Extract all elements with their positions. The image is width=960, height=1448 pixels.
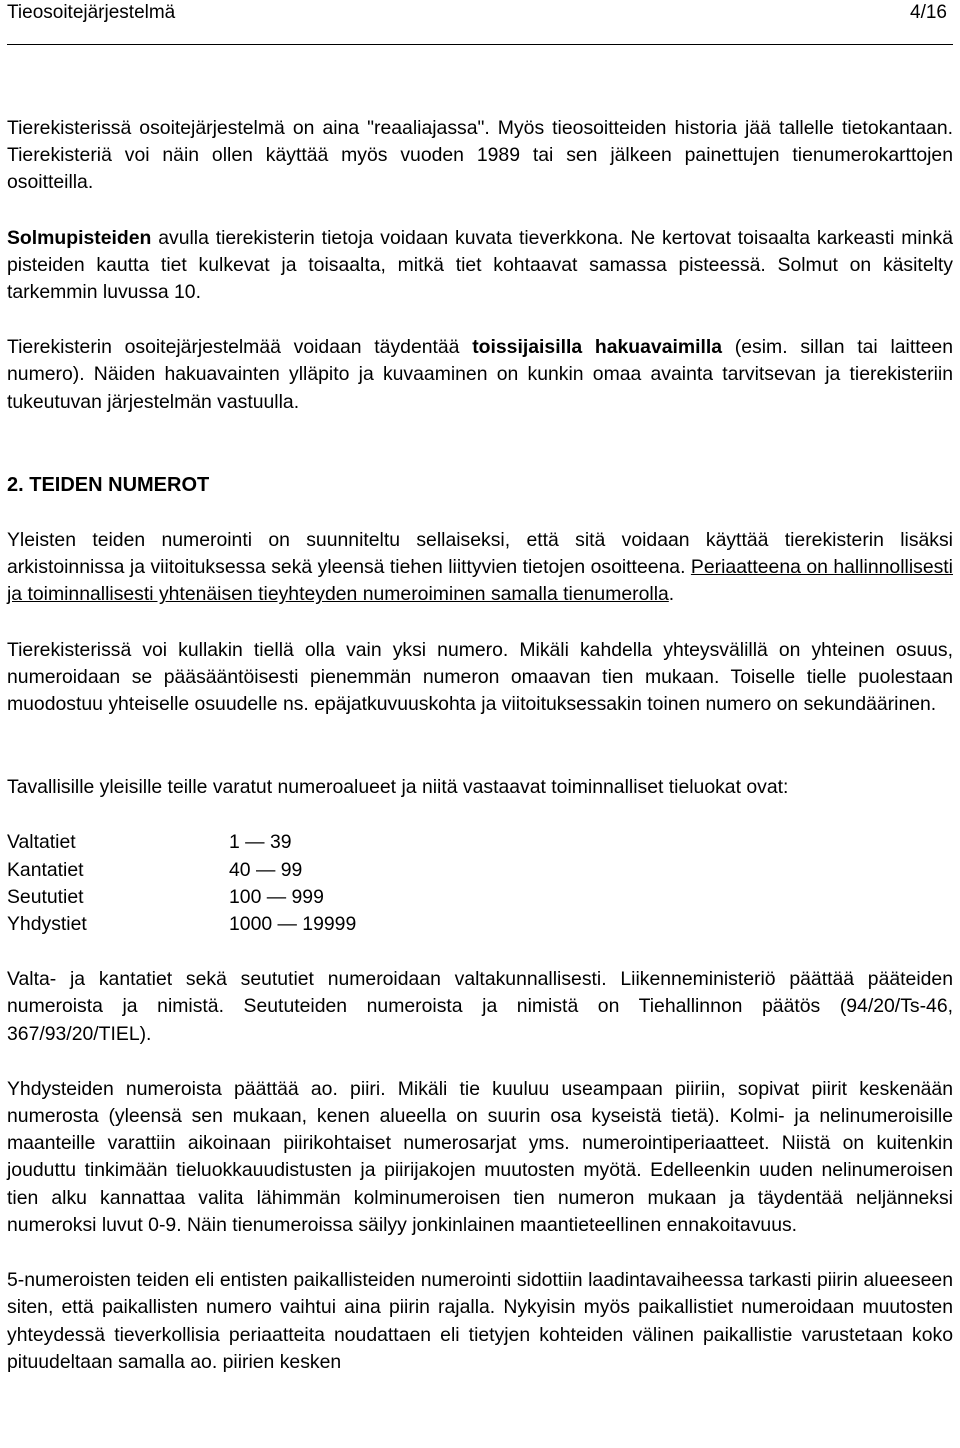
paragraph-numbering-principle: Yleisten teiden numerointi on suunniteltu sellaiseksi, että sitä voidaan käyttää tierekisterin lisäksi arkistoinnissa ja viitoituksessa sekä yleensä tiehen liittyvien tietojen osoitteena. Periaatteena on hallinnollisesti ja toiminnallisesti yhtenäisen tieyhteyden numeroiminen samalla tienumerolla. bbox=[7, 529, 953, 606]
paragraph-local-roads: 5-numeroisten teiden eli entisten paikallisteiden numerointi sidottiin laadintavaiheessa tarkasti piirin alueeseen siten, että paikallisten numero vaihtui aina piirin rajalla. Nykyisin myös paikallistiet numeroidaan muutosten yhteydessä tieverkollisia periaatteita noudattaen eli tietyjen kohteiden välinen paikallistie varustetaan koko pituudeltaan samalla ao. piirien kesken bbox=[7, 1269, 953, 1373]
paragraph-number-ranges-intro: Tavallisille yleisille teille varatut numeroalueet ja niitä vastaavat toiminnalliset tieluokat ovat: bbox=[7, 776, 789, 799]
document-body bbox=[7, 115, 953, 1376]
section-heading: 2. TEIDEN NUMEROT bbox=[7, 473, 210, 496]
header-divider bbox=[7, 44, 953, 45]
paragraph-single-number: Tierekisterissä voi kullakin tiellä olla vain yksi numero. Mikäli kahdella yhteysvälillä on yhteinen osuus, numeroidaan se pääsääntöisesti pienemmän numeron omaavan tien mukaan. Toiselle tielle puolestaan muodostuu yhteiselle osuudelle ns. epäjatkuvuuskohta ja viitoituksessakin toinen numero on sekundäärinen. bbox=[7, 638, 953, 716]
table-row: Seututiet 100 — 999 bbox=[7, 885, 324, 908]
table-row: Kantatiet 40 — 99 bbox=[7, 858, 303, 881]
paragraph-connecting-roads: Yhdysteiden numeroista päättää ao. piiri. Mikäli tie kuuluu useampaan piiriin, sopivat piirit keskenään numerosta (yleensä sen mukaan, kenen alueella on suurin osa kyseistä tietä). Kolmi- ja nelinumeroisille maanteille varattiin aikoinaan piirikohtaiset numerosarjat yms. numerointiperiaatteet. Niistä on kuitenkin jouduttu tinkimään tieluokkauudistusten ja piirijakojen muutosten myötä. Edelleenkin uuden nelinumeroisen tien alku kannattaa valita lähimmän kolminumeroisen tien numeron mukaan ja täydentää neljänneksi numeroksi luvut 0-9. Näin tienumeroissa säilyy jonkinlainen maantieteellinen ennakoitavuus. bbox=[7, 1077, 953, 1236]
table-row: Yhdystiet 1000 — 19999 bbox=[7, 913, 357, 936]
road-class-table bbox=[7, 829, 356, 938]
principle-underlined: Periaatteena on hallinnollisesti ja toiminnallisesti yhtenäisen tieyhteyden numeroiminen samalla tienumerolla bbox=[7, 556, 953, 606]
paragraph-national-numbering: Valta- ja kantatiet sekä seututiet numeroidaan valtakunnallisesti. Liikenneministeriö päättää pääteiden numeroista ja nimistä. Seututeiden numeroista ja nimistä on Tiehallinnon päätös (94/20/Ts-46, 367/93/20/TIEL). bbox=[7, 968, 953, 1045]
document-title: Tieosoitejärjestelmä bbox=[7, 2, 176, 23]
term-secondary-keys: toissijaisilla hakuavaimilla bbox=[472, 336, 723, 359]
paragraph-address-realtime: Tierekisterissä osoitejärjestelmä on aina "reaaliajassa". Myös tieosoitteiden historia jää tallelle tietokantaan. Tierekisteriä voi näin ollen käyttää myös vuoden 1989 tai sen jälkeen painettujen tienumerokarttojen osoitteilla. bbox=[7, 117, 953, 194]
table-row: Valtatiet 1 — 39 bbox=[7, 831, 292, 854]
paragraph-secondary-keys: Tierekisterin osoitejärjestelmää voidaan täydentää toissijaisilla hakuavaimilla (esim. sillan tai laitteen numero). Näiden hakuavainten ylläpito ja kuvaaminen on kunkin omaa avainta tarvitsevan ja tierekisteriin tukeutuvan järjestelmän vastuulla. bbox=[7, 336, 953, 413]
page-number: 4/16 bbox=[910, 2, 947, 23]
paragraph-node-points: Solmupisteiden avulla tierekisterin tietoja voidaan kuvata tieverkkona. Ne kertovat toisaalta karkeasti minkä pisteiden kautta tiet kulkevat ja toisaalta, mitkä tiet kohtaavat samassa pisteessä. Solmut on käsitelty tarkemmin luvussa 10. bbox=[7, 226, 953, 304]
term-solmupisteiden: Solmupisteiden bbox=[7, 226, 152, 249]
page-header bbox=[7, 0, 953, 40]
